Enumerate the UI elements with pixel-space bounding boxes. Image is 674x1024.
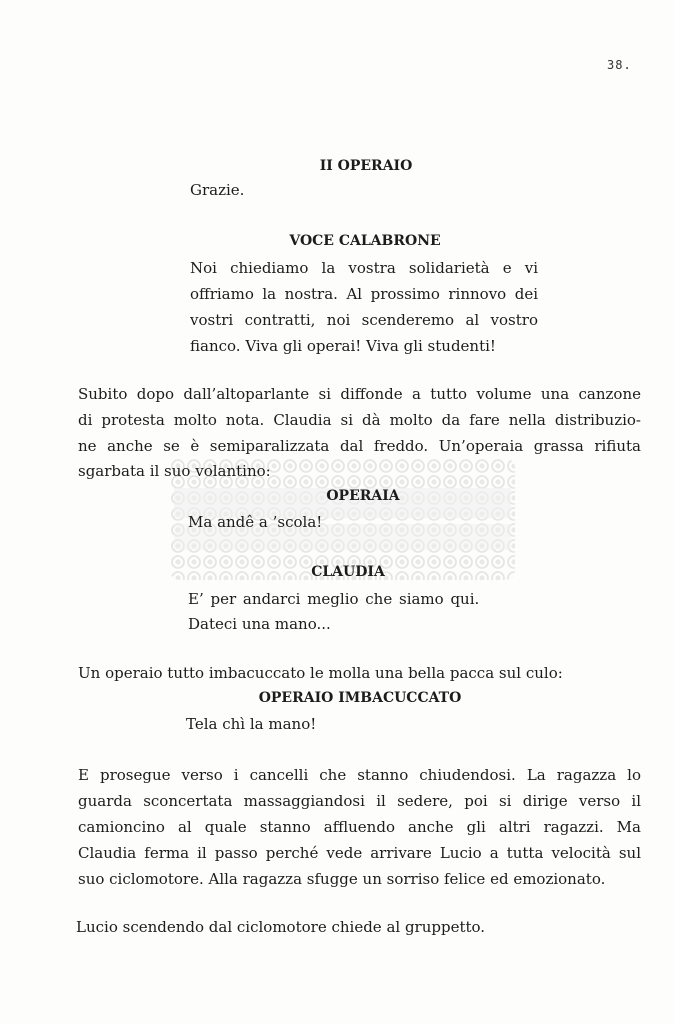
narration-line: E prosegue verso i cancelli che stanno chiudendosi. La ragazza lo	[78, 766, 641, 784]
dialogue-line: Grazie.	[190, 181, 245, 199]
dialogue-line: offriamo la nostra. Al prossimo rinnovo dei	[190, 285, 538, 303]
narration-line: di protesta molto nota. Claudia si dà molto da fare nella distribuzio-	[78, 411, 641, 429]
speaker-name: OPERAIA	[326, 488, 400, 504]
dialogue-line: Ma andê a ’scola!	[188, 513, 323, 531]
narration-line: Un operaio tutto imbacuccato le molla una bella pacca sul culo:	[78, 664, 563, 682]
dialogue-line: Tela chì la mano!	[186, 715, 317, 733]
narration-line: Lucio scendendo dal ciclomotore chiede al gruppetto.	[76, 918, 486, 936]
dialogue-line: Noi chiediamo la vostra solidarietà e vi	[190, 259, 538, 277]
narration-line: guarda sconcertata massaggiandosi il sedere, poi si dirige verso il	[78, 792, 641, 810]
speaker-name: VOCE CALABRONE	[289, 233, 441, 249]
narration-line: suo ciclomotore. Alla ragazza sfugge un sorriso felice ed emozionato.	[78, 870, 606, 888]
speaker-name: II OPERAIO	[319, 158, 413, 174]
narration-line: camioncino al quale stanno affluendo anche gli altri ragazzi. Ma	[78, 818, 641, 836]
narration-line: sgarbata il suo volantino:	[78, 462, 271, 480]
speaker-name: CLAUDIA	[311, 564, 385, 580]
narration-line: Subito dopo dall’altoparlante si diffonde a tutto volume una canzone	[78, 385, 641, 403]
narration-line: ne anche se è semiparalizzata dal freddo. Un’operaia grassa rifiuta	[78, 437, 641, 455]
dialogue-line: E’ per andarci meglio che siamo qui.	[188, 590, 480, 608]
speaker-name: OPERAIO IMBACUCCATO	[258, 690, 462, 706]
dialogue-line: Dateci una mano...	[188, 615, 331, 633]
dialogue-line: vostri contratti, noi scenderemo al vostro	[190, 311, 538, 329]
dialogue-line: fianco. Viva gli operai! Viva gli studenti!	[190, 337, 496, 355]
page-number: 38.	[607, 58, 632, 72]
narration-line: Claudia ferma il passo perché vede arrivare Lucio a tutta velocità sul	[78, 844, 641, 862]
